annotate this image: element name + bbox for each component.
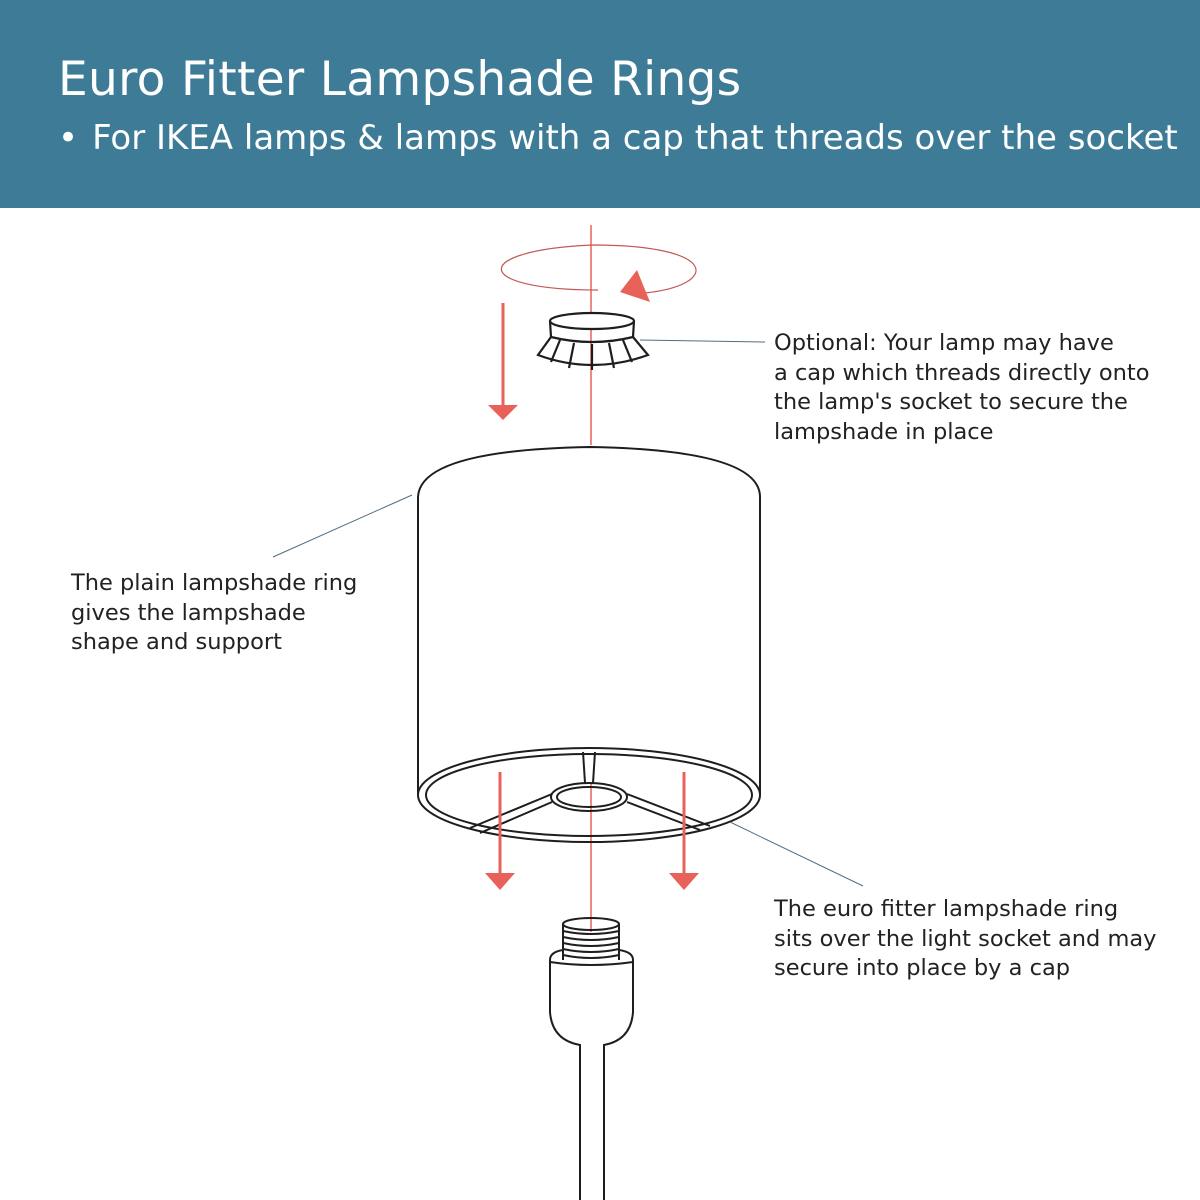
- bullet: •: [58, 118, 79, 158]
- plain-ring-leader-line: [273, 495, 412, 557]
- annotation-line: a cap which threads directly onto: [774, 359, 1150, 386]
- down-arrow-left-head: [485, 873, 515, 890]
- cap-annotation: [774, 329, 1150, 447]
- page-title: Euro Fitter Lampshade Rings: [58, 52, 742, 107]
- down-arrow-right-head: [669, 873, 699, 890]
- annotation-line: the lamp's socket to secure the: [774, 389, 1128, 415]
- subtitle-text: For IKEA lamps & lamps with a cap that threads over the socket: [92, 118, 1178, 158]
- rotation-arrowhead: [620, 270, 650, 302]
- down-arrow-head: [488, 405, 518, 420]
- rotation-arrow-icon: [501, 245, 696, 293]
- euro-ring-leader-line: [730, 822, 863, 886]
- annotation-line: lampshade in place: [774, 418, 994, 445]
- annotation-line: shape and support: [71, 629, 282, 655]
- annotation-line: The plain lampshade ring: [71, 570, 358, 596]
- annotation-line: gives the lampshade: [71, 599, 306, 626]
- euro-ring-annotation: [774, 895, 1157, 984]
- cap-leader-line: [640, 340, 765, 342]
- annotation-line: sits over the light socket and may: [774, 925, 1157, 952]
- annotation-line: secure into place by a cap: [774, 955, 1071, 981]
- lampshade-icon: [418, 447, 760, 842]
- plain-ring-annotation: [71, 569, 357, 658]
- annotation-line: The euro fitter lampshade ring: [774, 896, 1119, 922]
- annotation-line: Optional: Your lamp may have: [774, 330, 1114, 356]
- light-socket-icon: [550, 918, 633, 1200]
- cap-icon: [538, 313, 648, 370]
